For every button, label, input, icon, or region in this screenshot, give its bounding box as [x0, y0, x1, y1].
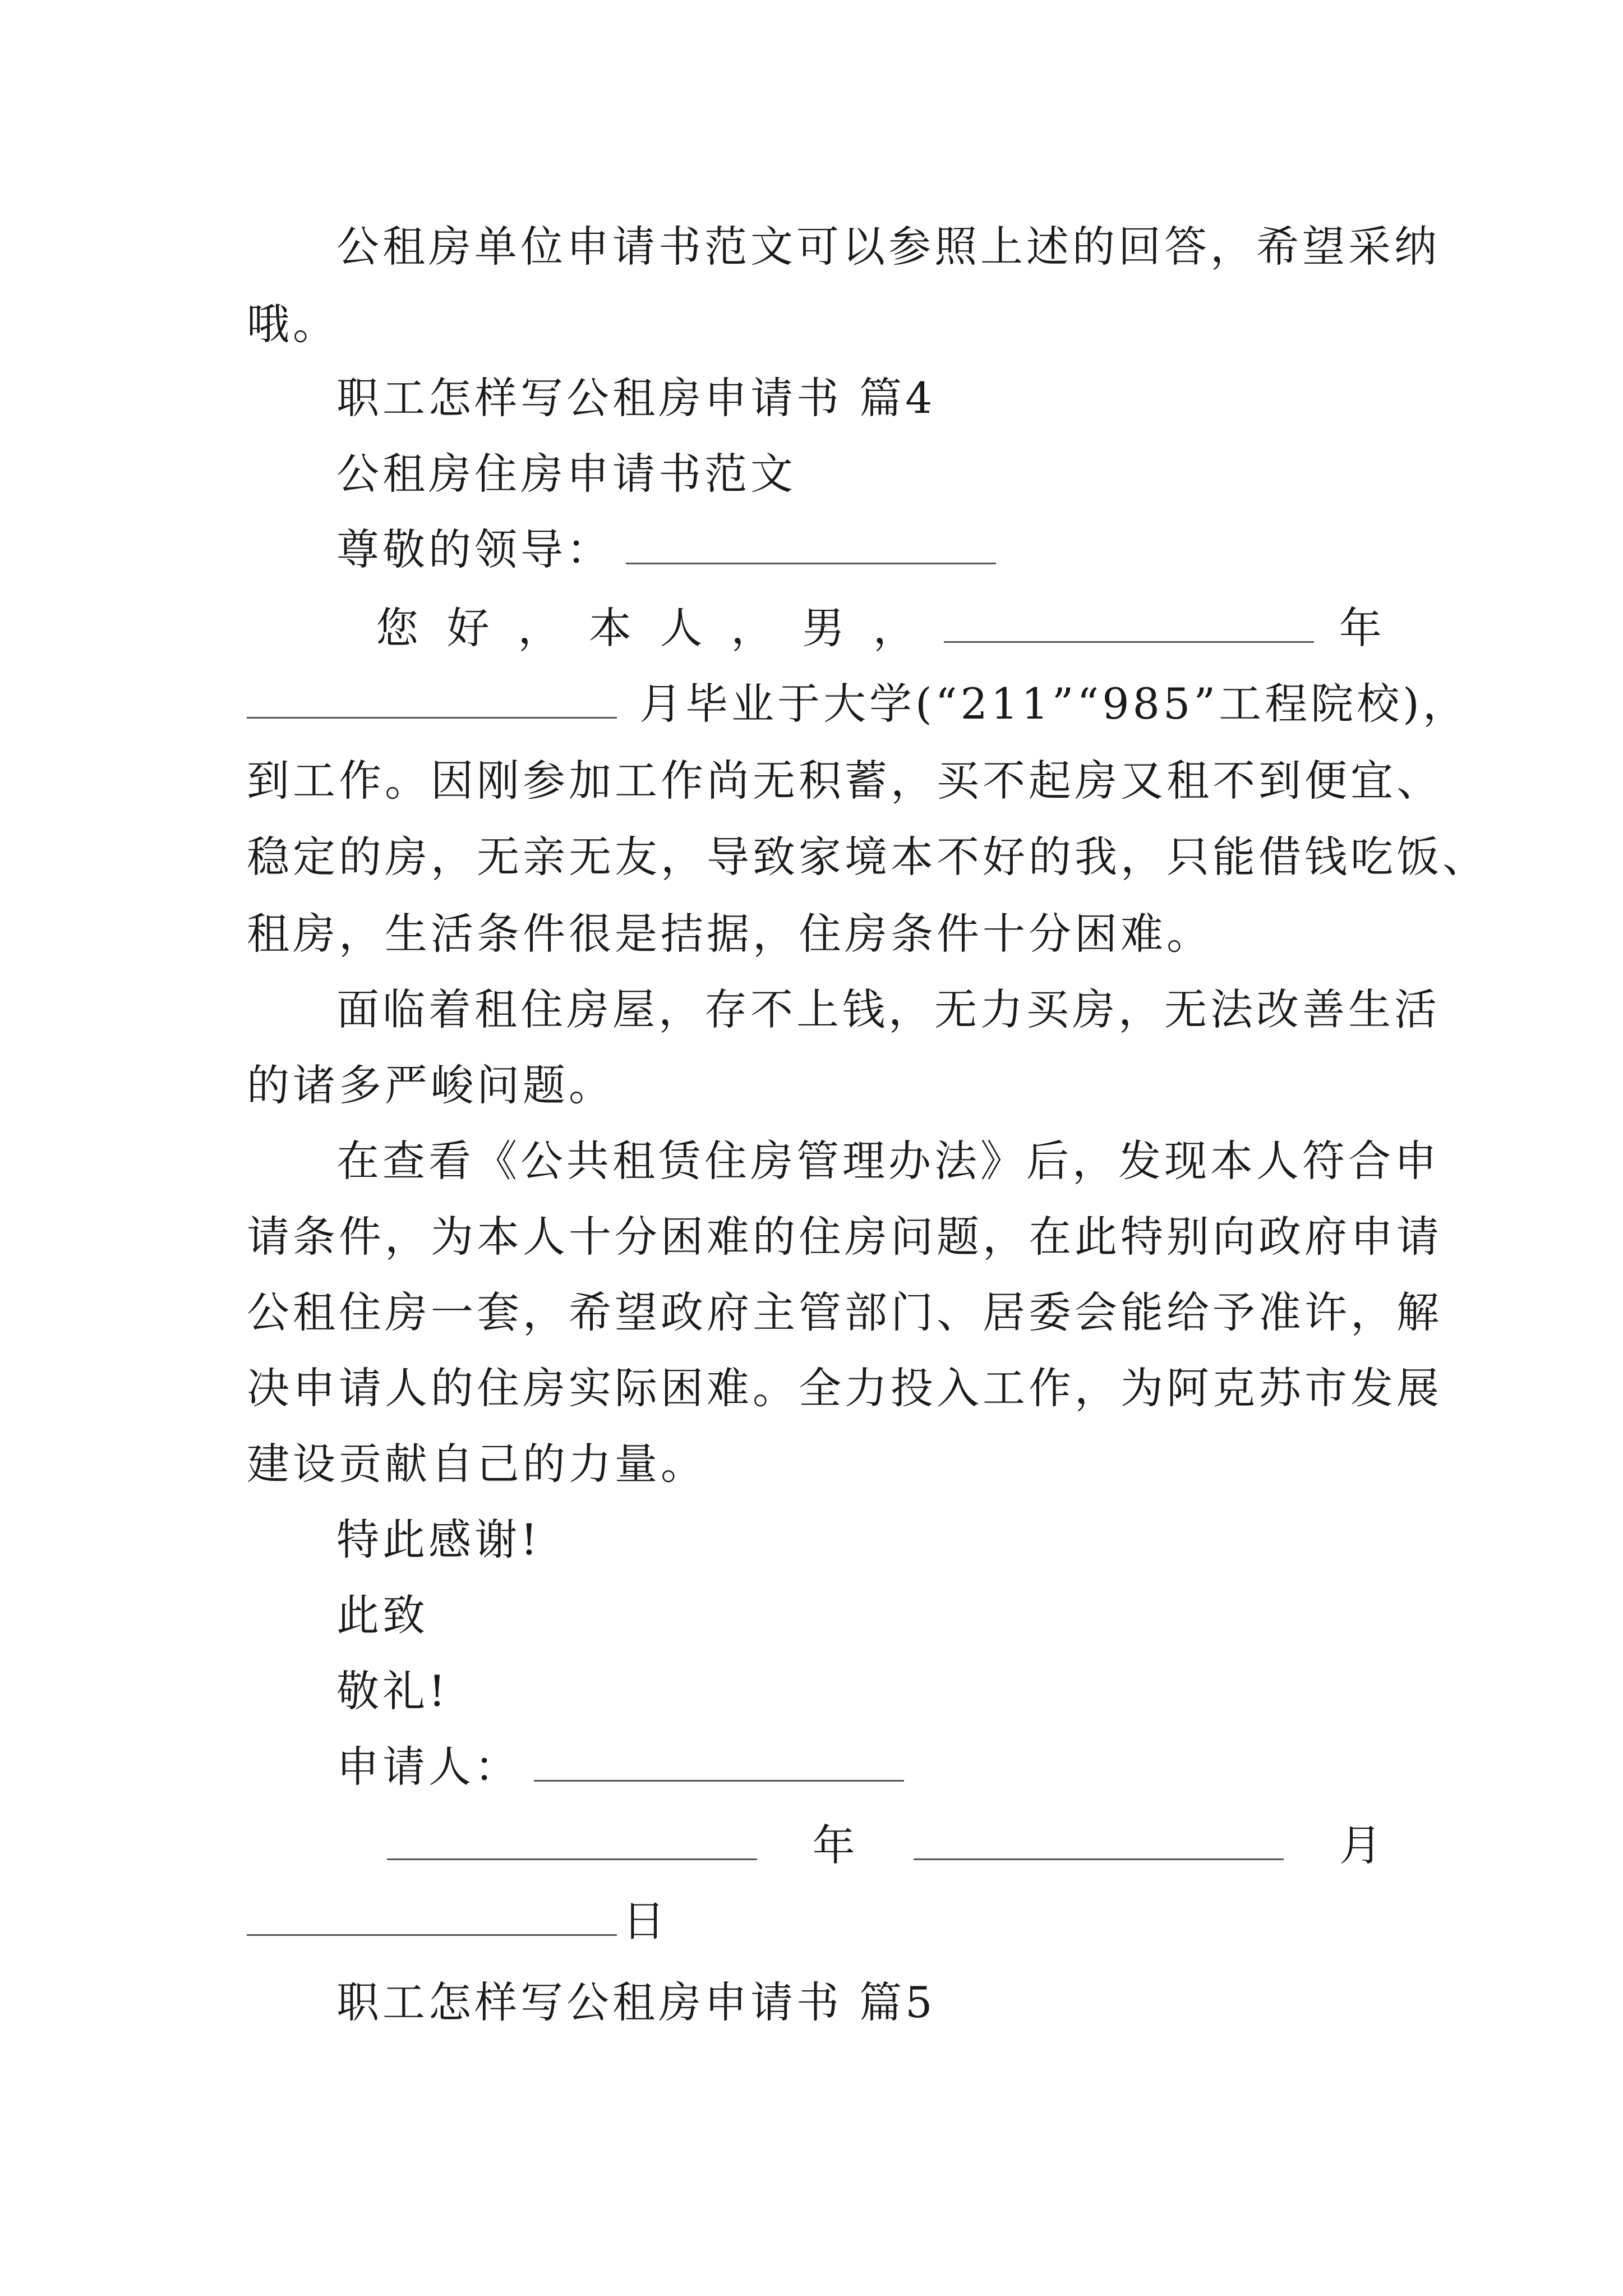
document-title: 公租房住房申请书范文 — [336, 449, 796, 499]
paragraph-line: 的诸多严峻问题。 — [247, 1060, 615, 1110]
intro-line-2-text: 月毕业于大学(“211”“985”工程院校)， — [639, 679, 1469, 729]
intro-char: ， — [518, 603, 564, 653]
date-month-label: 月 — [1339, 1820, 1385, 1870]
intro-char: 好 — [446, 603, 493, 653]
paragraph-line: 租房，生活条件很是拮据，住房条件十分困难。 — [247, 909, 1212, 959]
intro-char: 您 — [376, 603, 422, 653]
fill-in-blank — [247, 1897, 617, 1936]
intro-char: 人 — [660, 603, 706, 653]
closing-line: 敬礼! — [336, 1666, 449, 1716]
fill-in-blank — [534, 1743, 904, 1782]
paragraph-line: 公租房单位申请书范文可以参照上述的回答，希望采纳 — [336, 222, 1440, 272]
fill-in-blank — [914, 1821, 1284, 1860]
thanks-line: 特此感谢! — [336, 1515, 541, 1565]
fill-in-blank — [944, 604, 1314, 643]
fill-in-blank — [626, 526, 996, 564]
fill-in-blank — [387, 1821, 757, 1860]
intro-char: ， — [873, 603, 919, 653]
paragraph-line: 公租住房一套，希望政府主管部门、居委会能给予准许，解 — [247, 1287, 1442, 1337]
paragraph-line: 决申请人的住房实际困难。全力投入工作，为阿克苏市发展 — [247, 1363, 1442, 1413]
section-heading-4: 职工怎样写公租房申请书 篇4 — [336, 373, 936, 423]
date-year-label: 年 — [812, 1820, 859, 1870]
date-day-label: 日 — [623, 1896, 668, 1946]
paragraph-line: 稳定的房，无亲无友，导致家境本不好的我，只能借钱吃饭、 — [247, 832, 1488, 882]
paragraph-line: 面临着租住房屋，存不上钱，无力买房，无法改善生活 — [336, 984, 1440, 1034]
paragraph-line: 到工作。因刚参加工作尚无积蓄，买不起房又租不到便宜、 — [247, 756, 1442, 806]
section-heading-5: 职工怎样写公租房申请书 篇5 — [336, 1977, 936, 2027]
paragraph-line: 建设贡献自己的力量。 — [247, 1439, 707, 1489]
closing-line: 此致 — [336, 1590, 428, 1640]
intro-line — [376, 600, 1385, 656]
date-day-line — [247, 1893, 1391, 1949]
paragraph-line: 在查看《公共租赁住房管理办法》后，发现本人符合申 — [336, 1136, 1440, 1186]
applicant-label: 申请人： — [336, 1742, 520, 1792]
fill-in-blank — [247, 680, 617, 719]
salutation-line — [336, 522, 1391, 578]
applicant-line — [336, 1739, 1391, 1795]
intro-char: 男 — [801, 603, 848, 653]
intro-char: 本 — [588, 603, 635, 653]
date-line — [387, 1818, 1385, 1874]
paragraph-line: 哦。 — [247, 299, 339, 349]
intro-char: ， — [731, 603, 777, 653]
intro-year-label: 年 — [1339, 603, 1385, 653]
salutation-text: 尊敬的领导： — [336, 524, 612, 574]
intro-line-2 — [247, 676, 1469, 732]
paragraph-line: 请条件，为本人十分困难的住房问题，在此特别向政府申请 — [247, 1212, 1442, 1262]
